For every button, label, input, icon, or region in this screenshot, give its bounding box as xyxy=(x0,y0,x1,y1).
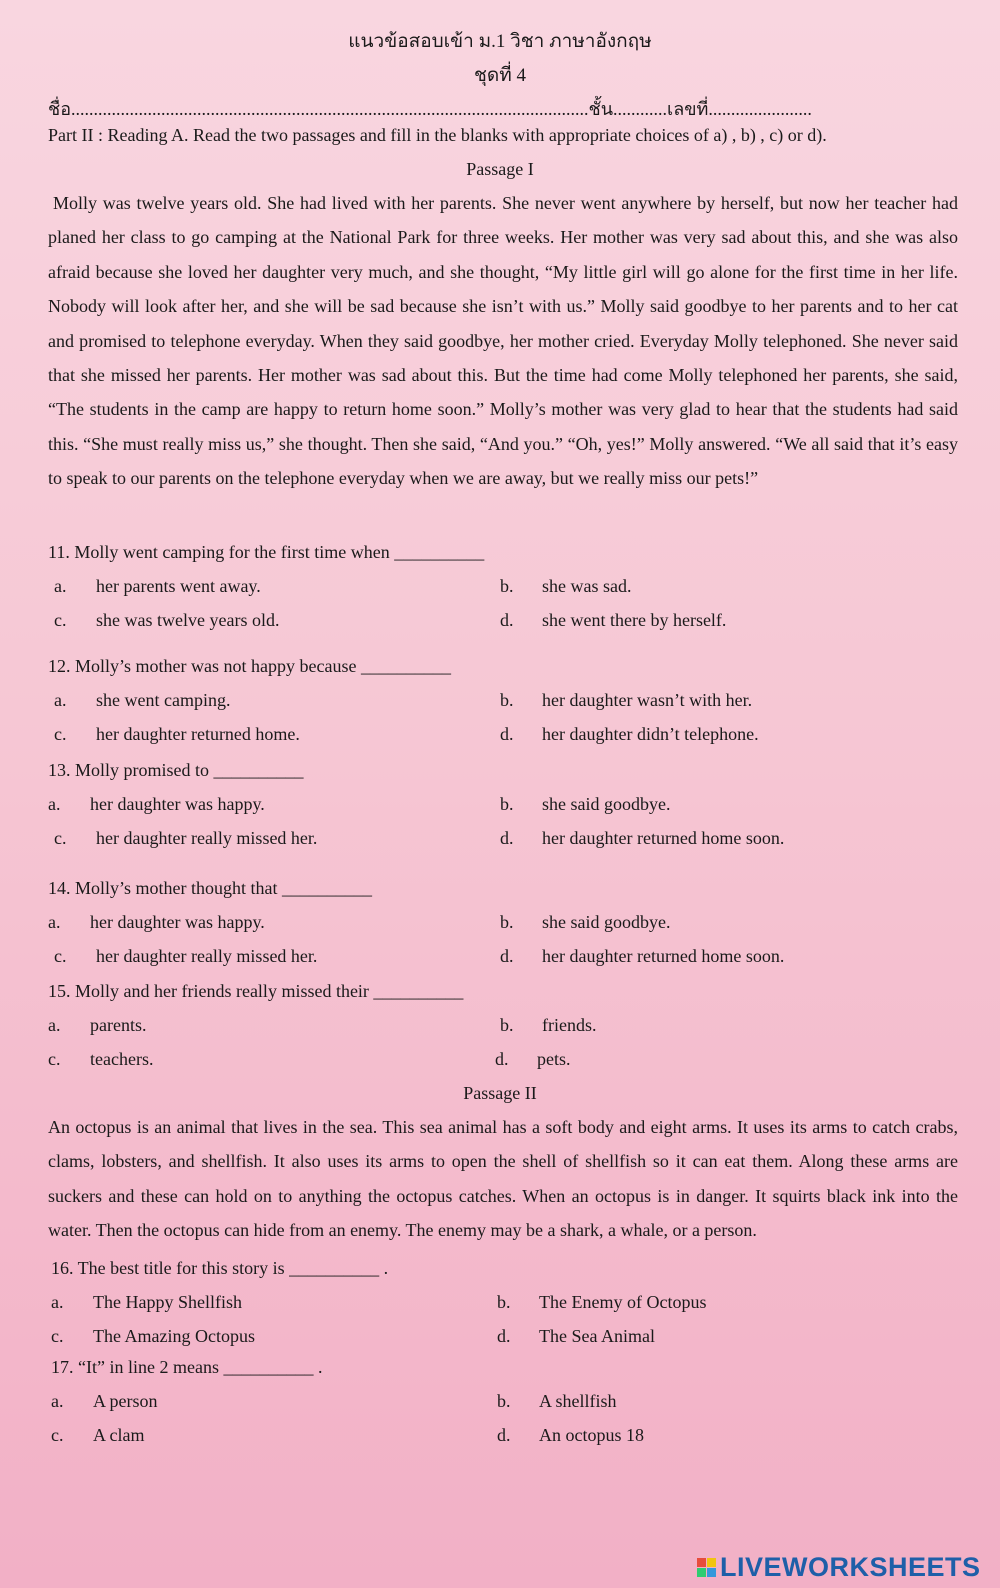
q17-option-d[interactable] xyxy=(497,1425,644,1446)
option-letter: b. xyxy=(500,690,514,710)
option-text: she was twelve years old. xyxy=(96,610,280,630)
liveworksheets-logo-text: LIVEWORKSHEETS xyxy=(720,1552,981,1582)
option-letter: b. xyxy=(500,912,514,932)
option-text: her daughter didn’t telephone. xyxy=(542,724,759,744)
logo-square-blue xyxy=(707,1568,716,1577)
option-text: A clam xyxy=(93,1425,145,1445)
option-text: she said goodbye. xyxy=(542,912,671,932)
option-letter: c. xyxy=(51,1326,64,1346)
logo-square-red xyxy=(697,1558,706,1567)
q14-option-c[interactable] xyxy=(54,946,317,967)
option-text: she was sad. xyxy=(542,576,632,596)
option-text: teachers. xyxy=(90,1049,154,1069)
option-letter: a. xyxy=(51,1292,64,1312)
option-text: pets. xyxy=(537,1049,571,1069)
q12-option-a[interactable] xyxy=(54,690,230,711)
option-text: parents. xyxy=(90,1015,147,1035)
option-letter: d. xyxy=(495,1049,509,1069)
q17-option-c[interactable] xyxy=(51,1425,145,1446)
q11-option-d[interactable] xyxy=(500,610,726,631)
option-text: she said goodbye. xyxy=(542,794,671,814)
option-letter: a. xyxy=(54,690,67,710)
option-letter: a. xyxy=(48,912,61,932)
name-class-number-line: ชื่อ...................................................................................................................ชั้น............เลขที่....................... xyxy=(48,99,812,119)
q11-option-b[interactable] xyxy=(500,576,631,597)
passage2-heading: Passage II xyxy=(463,1083,537,1103)
question-12: 12. Molly’s mother was not happy because __________ xyxy=(48,656,451,676)
q16-option-a[interactable] xyxy=(51,1292,242,1313)
option-letter: c. xyxy=(54,946,67,966)
option-text: her daughter returned home. xyxy=(96,724,300,744)
q11-option-c[interactable] xyxy=(54,610,279,631)
option-letter: b. xyxy=(500,1015,514,1035)
option-letter: c. xyxy=(54,828,67,848)
option-letter: d. xyxy=(500,724,514,744)
q12-option-c[interactable] xyxy=(54,724,300,745)
q13-option-a[interactable] xyxy=(48,794,265,815)
logo-square-yellow xyxy=(707,1558,716,1567)
q14-option-a[interactable] xyxy=(48,912,265,933)
liveworksheets-logo xyxy=(697,1552,981,1583)
option-letter: d. xyxy=(500,610,514,630)
question-16: 16. The best title for this story is __________ . xyxy=(51,1258,389,1278)
option-letter: c. xyxy=(48,1049,61,1069)
option-text: her daughter was happy. xyxy=(90,794,265,814)
option-text: The Enemy of Octopus xyxy=(539,1292,707,1312)
question-13: 13. Molly promised to __________ xyxy=(48,760,304,780)
q16-option-c[interactable] xyxy=(51,1326,255,1347)
q16-option-d[interactable] xyxy=(497,1326,655,1347)
option-letter: c. xyxy=(54,724,67,744)
option-letter: a. xyxy=(54,576,67,596)
option-text: friends. xyxy=(542,1015,597,1035)
logo-square-green xyxy=(697,1568,706,1577)
worksheet-set-number: ชุดที่ 4 xyxy=(473,65,526,86)
option-text: her daughter really missed her. xyxy=(96,828,318,848)
q17-option-b[interactable] xyxy=(497,1391,617,1412)
option-letter: d. xyxy=(497,1326,511,1346)
option-text: The Amazing Octopus xyxy=(93,1326,255,1346)
passage1-text: Molly was twelve years old. She had lived with her parents. She never went anywhere by herself, but now her teacher had planed her class to go camping at the National Park for three weeks. Her mother was very sad about this, and she was also afraid because she loved her daughter very much, and she thought, “My little girl will go alone for the first time in her life. Nobody will look after her, and she will be sad because she isn’t with us.” Molly said goodbye to her parents and to her cat and promised to telephone everyday. When they said goodbye, her mother cried. Everyday Molly telephoned. She never said that she missed her parents. Her mother was sad about this. But the time had come Molly telephoned her parents, she said, “The students in the camp are happy to return home soon.” Molly’s mother was very glad to hear that the students had said this. “She must really miss us,” she thought. Then she said, “And you.” “Oh, yes!” Molly answered. “We all said that it’s easy to speak to our parents on the telephone everyday when we are away, but we really miss our pets!” xyxy=(48,193,958,489)
q11-option-a[interactable] xyxy=(54,576,261,597)
q16-option-b[interactable] xyxy=(497,1292,706,1313)
option-letter: c. xyxy=(51,1425,64,1445)
option-letter: b. xyxy=(497,1391,511,1411)
liveworksheets-logo-icon xyxy=(697,1558,716,1577)
q13-option-b[interactable] xyxy=(500,794,670,815)
option-letter: a. xyxy=(51,1391,64,1411)
option-letter: b. xyxy=(500,576,514,596)
passage2-text: An octopus is an animal that lives in the sea. This sea animal has a soft body and eight arms. It uses its arms to catch crabs, clams, lobsters, and shellfish. It also uses its arms to open the shell of shellfish so it can eat them. Along these arms are suckers and these can hold on to anything the octopus catches. When an octopus is in danger. It squirts black ink into the water. Then the octopus can hide from an enemy. The enemy may be a shark, a whale, or a person. xyxy=(48,1117,958,1241)
option-letter: b. xyxy=(497,1292,511,1312)
option-text: her daughter was happy. xyxy=(90,912,265,932)
option-letter: d. xyxy=(500,946,514,966)
option-text: The Sea Animal xyxy=(539,1326,655,1346)
question-11: 11. Molly went camping for the first time when __________ xyxy=(48,542,485,562)
option-text: her daughter really missed her. xyxy=(96,946,318,966)
question-14: 14. Molly’s mother thought that __________ xyxy=(48,878,372,898)
option-text: An octopus 18 xyxy=(539,1425,644,1445)
q12-option-d[interactable] xyxy=(500,724,759,745)
option-letter: d. xyxy=(497,1425,511,1445)
q14-option-d[interactable] xyxy=(500,946,784,967)
question-17: 17. “It” in line 2 means __________ . xyxy=(51,1357,323,1377)
option-text: A shellfish xyxy=(539,1391,617,1411)
option-letter: b. xyxy=(500,794,514,814)
instructions: Part II : Reading A. Read the two passages and fill in the blanks with appropriate choices of a) , b) , c) or d). xyxy=(48,125,827,145)
q15-option-a[interactable] xyxy=(48,1015,146,1036)
q13-option-d[interactable] xyxy=(500,828,784,849)
q15-option-c[interactable] xyxy=(48,1049,153,1070)
option-letter: c. xyxy=(54,610,67,630)
option-text: A person xyxy=(93,1391,158,1411)
option-text: her parents went away. xyxy=(96,576,261,596)
option-text: her daughter wasn’t with her. xyxy=(542,690,753,710)
q12-option-b[interactable] xyxy=(500,690,752,711)
passage1-heading: Passage I xyxy=(466,159,534,179)
worksheet-title: แนวข้อสอบเข้า ม.1 วิชา ภาษาอังกฤษ xyxy=(348,31,652,52)
option-letter: a. xyxy=(48,1015,61,1035)
option-letter: d. xyxy=(500,828,514,848)
q15-option-d[interactable] xyxy=(495,1049,571,1070)
option-text: she went camping. xyxy=(96,690,231,710)
option-text: her daughter returned home soon. xyxy=(542,828,785,848)
q14-option-b[interactable] xyxy=(500,912,670,933)
question-15: 15. Molly and her friends really missed their __________ xyxy=(48,981,464,1001)
option-letter: a. xyxy=(48,794,61,814)
option-text: she went there by herself. xyxy=(542,610,727,630)
q15-option-b[interactable] xyxy=(500,1015,596,1036)
option-text: her daughter returned home soon. xyxy=(542,946,785,966)
q13-option-c[interactable] xyxy=(54,828,317,849)
option-text: The Happy Shellfish xyxy=(93,1292,242,1312)
q17-option-a[interactable] xyxy=(51,1391,158,1412)
